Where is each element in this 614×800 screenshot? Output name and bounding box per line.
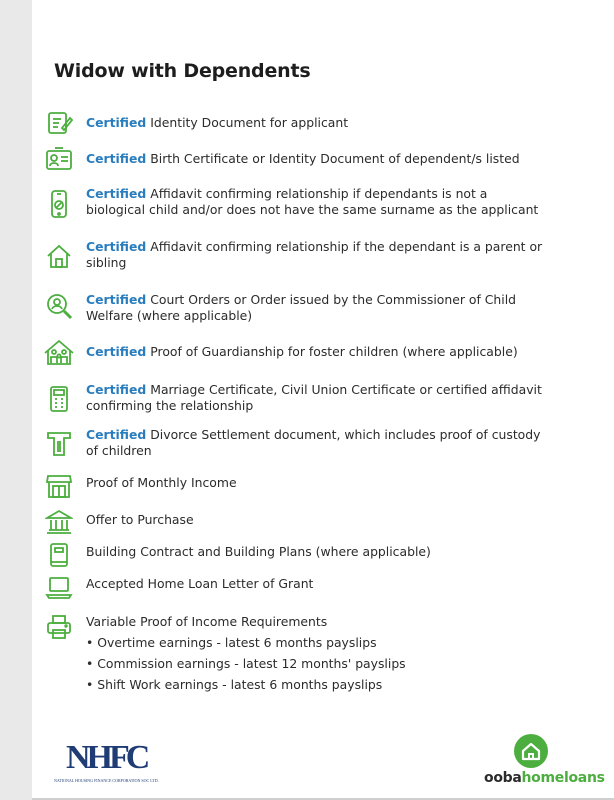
item-text: Divorce Settlement document, which includes proof of custody of children: [86, 427, 541, 458]
list-item: [86, 186, 546, 217]
storefront-icon: [45, 472, 73, 500]
homeloans-wordmark: homeloans: [521, 770, 605, 786]
sub-bullet: • Shift Work earnings - latest 6 months payslips: [86, 677, 383, 692]
item-text: Marriage Certificate, Civil Union Certificate or certified affidavit confirming the relationship: [86, 382, 542, 413]
list-item: [86, 382, 546, 413]
list-item: [86, 427, 546, 458]
calculator-icon: [45, 385, 73, 413]
certified-label: Certified: [86, 239, 147, 254]
item-text: Affidavit confirming relationship if dependants is not a biological child and/or does not have the same surname as the applicant: [86, 186, 539, 217]
list-item: [86, 115, 546, 131]
certified-label: Certified: [86, 382, 147, 397]
list-item: [86, 344, 546, 360]
item-text: Offer to Purchase: [86, 512, 194, 527]
pillar-document-icon: [45, 429, 73, 457]
list-item: [86, 151, 546, 167]
list-item: [86, 512, 546, 528]
certified-label: Certified: [86, 292, 147, 307]
mobile-document-icon: [45, 190, 73, 218]
item-text: Court Orders or Order issued by the Commissioner of Child Welfare (where applicable): [86, 292, 517, 323]
list-item: [86, 475, 546, 491]
list-item: [86, 576, 546, 592]
certified-label: Certified: [86, 151, 147, 166]
book-icon: [45, 541, 73, 569]
item-text: Accepted Home Loan Letter of Grant: [86, 576, 314, 591]
form-edit-icon: [45, 109, 73, 137]
ooba-homeloans-logo: [484, 770, 605, 786]
laptop-icon: [45, 573, 73, 601]
sub-bullet: • Commission earnings - latest 12 months' payslips: [86, 656, 406, 671]
list-item: [86, 544, 546, 560]
certified-label: Certified: [86, 186, 147, 201]
ooba-wordmark: ooba: [484, 770, 522, 786]
list-item: [86, 239, 546, 270]
item-text: Affidavit confirming relationship if the dependant is a parent or sibling: [86, 239, 543, 270]
family-house-icon: [43, 338, 75, 366]
ooba-house-icon: [514, 734, 548, 768]
list-item: [86, 292, 546, 323]
certified-label: Certified: [86, 115, 147, 130]
item-text: Proof of Guardianship for foster children (where applicable): [150, 344, 518, 359]
house-icon: [45, 242, 73, 270]
list-item: [86, 614, 546, 630]
nhfc-logo: [54, 730, 162, 786]
item-text: Proof of Monthly Income: [86, 475, 237, 490]
page-title: Widow with Dependents: [54, 60, 311, 82]
certified-label: Certified: [86, 427, 147, 442]
certified-label: Certified: [86, 344, 147, 359]
id-card-icon: [45, 145, 73, 173]
sub-bullet: • Overtime earnings - latest 6 months payslips: [86, 635, 377, 650]
item-text: Variable Proof of Income Requirements: [86, 614, 328, 629]
svg-text:NHFC: NHFC: [66, 739, 147, 776]
svg-text:NATIONAL HOUSING FINANCE CORPO: NATIONAL HOUSING FINANCE CORPORATION SOC LTD.: [54, 778, 159, 783]
magnifier-person-icon: [45, 292, 73, 320]
item-text: Birth Certificate or Identity Document of dependent/s listed: [150, 151, 520, 166]
printer-icon: [45, 613, 73, 641]
item-text: Building Contract and Building Plans (where applicable): [86, 544, 431, 559]
item-text: Identity Document for applicant: [150, 115, 349, 130]
bank-building-icon: [45, 508, 73, 536]
